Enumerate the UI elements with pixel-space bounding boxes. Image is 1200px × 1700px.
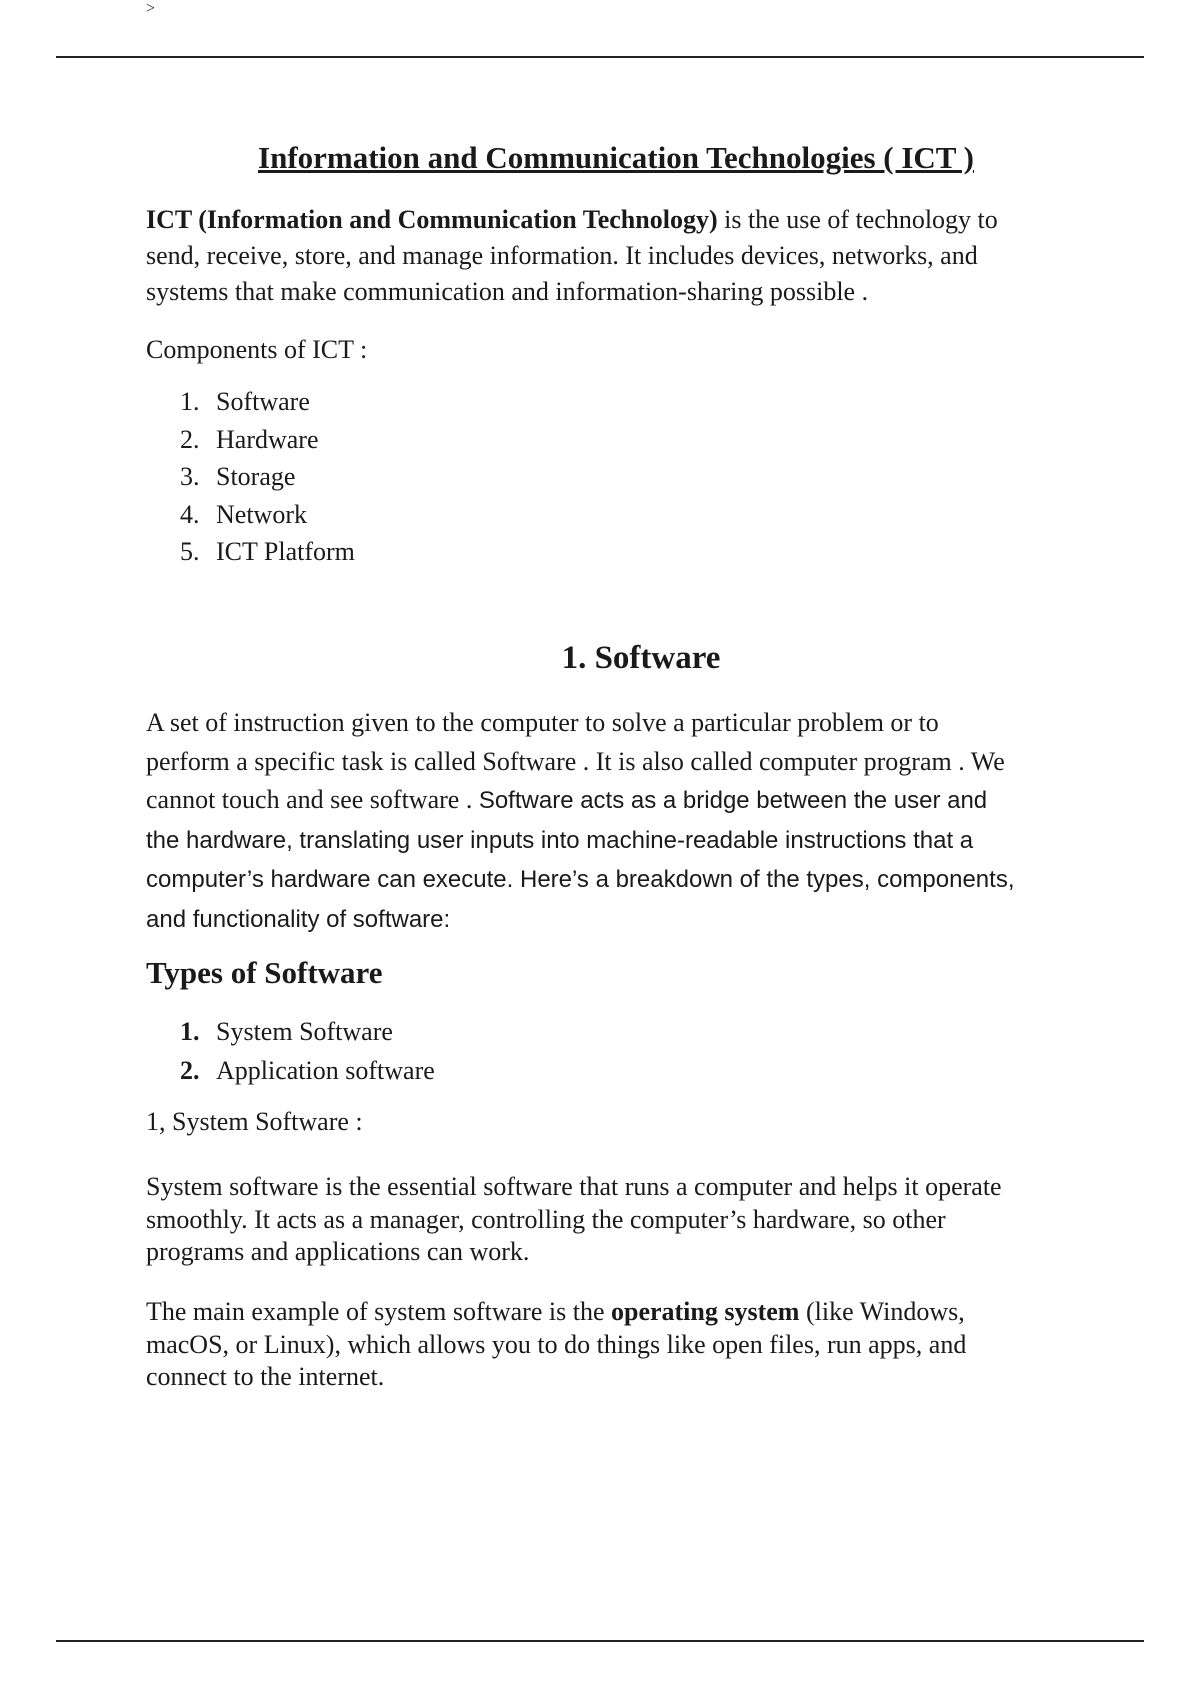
intro-text-line3: systems that make communication and information-sharing possible . — [146, 277, 869, 306]
software-line1: A set of instruction given to the computer to solve a particular problem or to — [146, 708, 939, 737]
software-line4: the hardware, translating user inputs into machine-readable instructions that a — [146, 826, 974, 854]
intro-term: ICT (Information and Communication Technology) — [146, 205, 718, 234]
document-body: Information and Communication Technologies ( ICT ) ICT (Information and Communication Technology) is the use of technology to send, receive, store, and manage information. It includes devices, networks, and systems that make communication and information-sharing possible . Components of ICT : 1. Software 2. Hardware 3. Storage 4. Network 5. ICT Platform > 1. Software A set of instruction given to the computer to solve a particular problem or to perform a specific task is called Software . It is also called computer program . We cannot touch and see software . Software acts as a bridge between the user and the hardware, translating user inputs into machine-readable instructions that a computer’s hardware can execute. Here’s a breakdown of the types, components, and functionality of software: Types of Software 1. System Software 2. Application software 1, System Software : System software is the essential software that runs a computer and helps it operate smoothly. It acts as a manager, controlling the computer’s hardware, so other programs and applications can work. The main example of system software is the operating system (like Windows, macOS, or Linux), which allows you to do things like open files, run apps, and connect to the internet. — [146, 0, 1086, 18]
document-title: Information and Communication Technologies ( ICT ) — [258, 140, 974, 175]
software-line6: and functionality of software: — [146, 905, 451, 933]
system-line1: System software is the essential software that runs a computer and helps it operate — [146, 1172, 1002, 1201]
types-heading: Types of Software — [146, 955, 383, 990]
system-software-label: 1, System Software : — [146, 1107, 363, 1136]
list-item: 5. ICT Platform — [180, 537, 355, 566]
system-line2: smoothly. It acts as a manager, controlling the computer’s hardware, so other — [146, 1204, 946, 1234]
software-line3-serif: cannot touch and see software . — [146, 785, 479, 814]
os-line1-post: (like Windows, — [799, 1297, 965, 1326]
components-label: Components of ICT : — [146, 335, 368, 364]
list-item: 2. Application software — [180, 1056, 435, 1085]
list-item: 2. Hardware — [180, 424, 319, 454]
list-item: 3. Storage — [180, 462, 296, 491]
intro-text-line1: is the use of technology to — [717, 205, 998, 234]
software-line5: computer’s hardware can execute. Here’s a breakdown of the types, components, — [146, 866, 1015, 893]
components-list — [180, 383, 355, 571]
system-line3: programs and applications can work. — [146, 1237, 530, 1266]
list-item: 1. Software — [180, 387, 310, 416]
section-heading-software: 1. Software — [561, 640, 721, 676]
os-line2: macOS, or Linux), which allows you to do things like open files, run apps, and — [146, 1329, 967, 1359]
list-item: 1. System Software — [180, 1017, 393, 1046]
types-list — [180, 1012, 435, 1090]
software-line3-sans: Software acts as a bridge between the user and — [478, 787, 988, 814]
system-software-paragraph — [146, 1171, 1086, 1269]
header-rule — [56, 56, 1144, 58]
os-line3: connect to the internet. — [146, 1362, 385, 1391]
list-item: 4. Network — [180, 499, 307, 529]
software-line2: perform a specific task is called Software . It is also called computer program . We — [146, 746, 1005, 776]
os-line1-pre: The main example of system software is the — [146, 1297, 611, 1326]
footer-rule — [56, 1640, 1144, 1642]
intro-text-line2: send, receive, store, and manage information. It includes devices, networks, and — [146, 241, 978, 270]
intro-paragraph — [146, 202, 1086, 310]
operating-system-paragraph — [146, 1296, 1086, 1394]
os-term: operating system — [610, 1297, 800, 1326]
software-paragraph — [146, 704, 1086, 939]
